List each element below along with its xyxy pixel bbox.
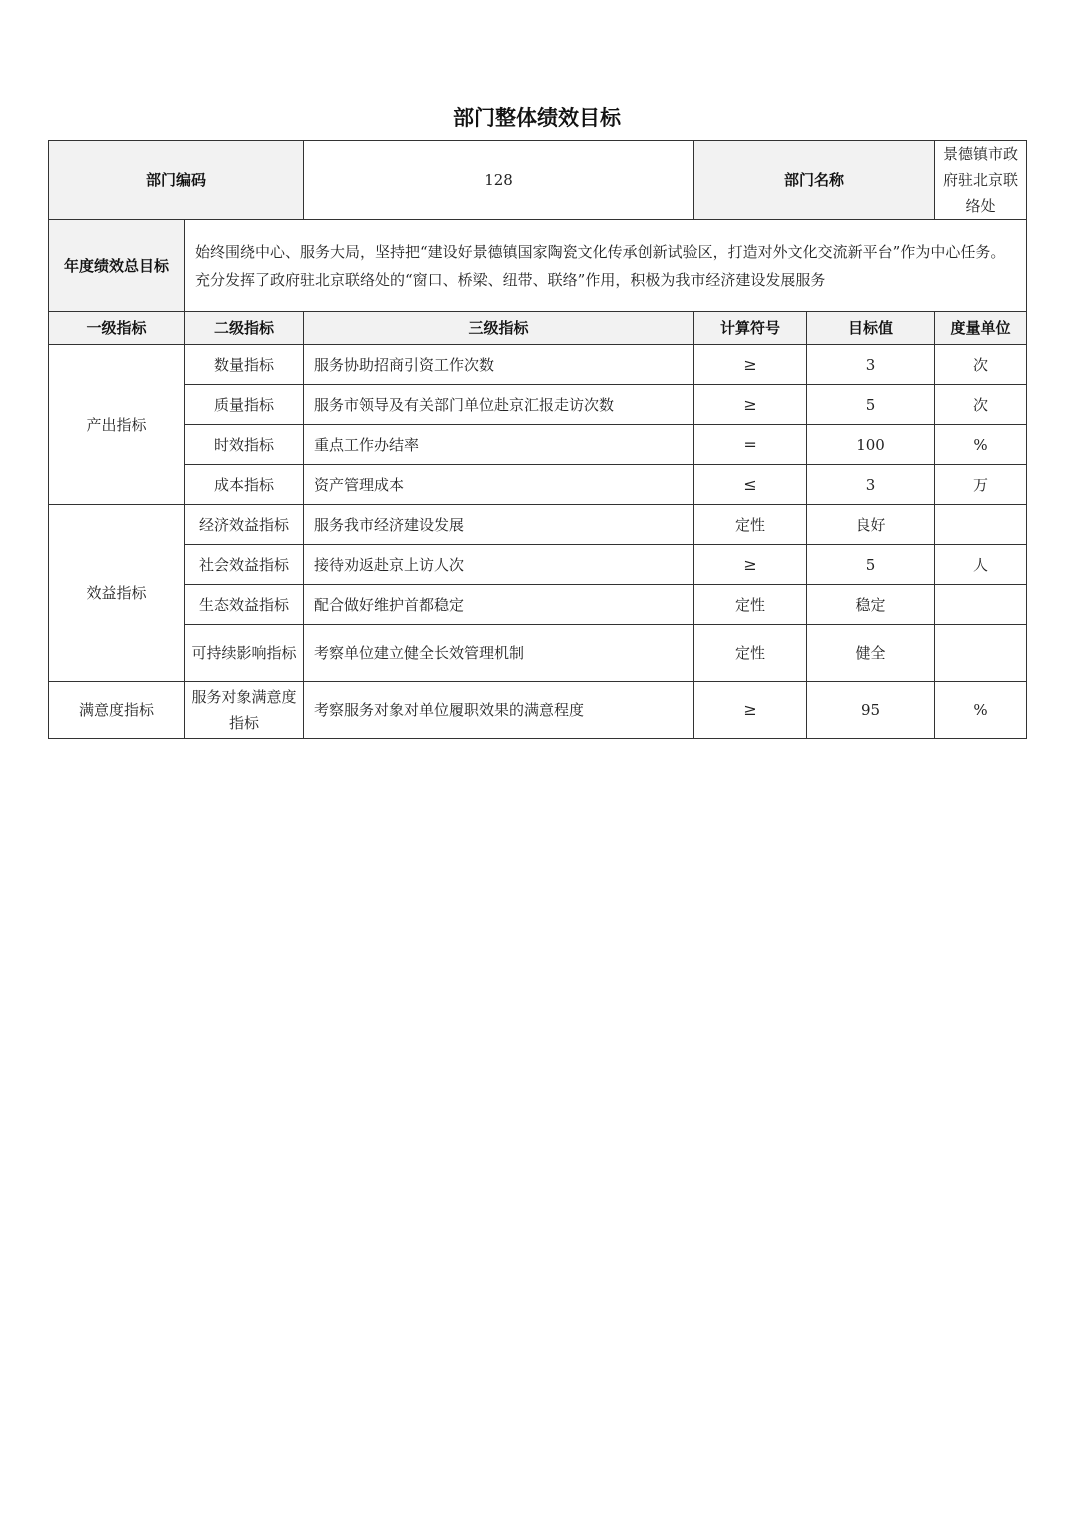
target-cell: 良好 [807,505,935,545]
header-level3: 三级指标 [304,312,694,345]
dept-name-value: 景德镇市政府驻北京联络处 [935,141,1027,220]
unit-cell: 万 [935,465,1027,505]
level3-cell: 服务市领导及有关部门单位赴京汇报走访次数 [304,385,694,425]
level2-cell: 经济效益指标 [185,505,304,545]
target-cell: 5 [807,385,935,425]
level2-cell: 时效指标 [185,425,304,465]
header-unit: 度量单位 [935,312,1027,345]
unit-cell [935,585,1027,625]
header-target: 目标值 [807,312,935,345]
target-cell: 3 [807,465,935,505]
symbol-cell: ≥ [694,545,807,585]
symbol-cell: ≥ [694,682,807,739]
symbol-cell: 定性 [694,625,807,682]
level1-cell: 产出指标 [49,345,185,505]
symbol-cell: 定性 [694,505,807,545]
symbol-cell: ≥ [694,385,807,425]
unit-cell: 人 [935,545,1027,585]
symbol-cell: 定性 [694,585,807,625]
level3-cell: 接待劝返赴京上访人次 [304,545,694,585]
symbol-cell: = [694,425,807,465]
level2-cell: 可持续影响指标 [185,625,304,682]
level2-cell: 社会效益指标 [185,545,304,585]
unit-cell: % [935,682,1027,739]
performance-table [48,140,1027,739]
level3-cell: 考察服务对象对单位履职效果的满意程度 [304,682,694,739]
page-title: 部门整体绩效目标 [453,106,621,130]
target-cell: 100 [807,425,935,465]
level2-cell: 成本指标 [185,465,304,505]
table-row [49,545,1027,585]
level3-cell: 配合做好维护首都稳定 [304,585,694,625]
symbol-cell: ≤ [694,465,807,505]
dept-code-value: 128 [304,141,694,220]
level2-cell: 数量指标 [185,345,304,385]
dept-code-label: 部门编码 [49,141,304,220]
target-cell: 健全 [807,625,935,682]
level3-cell: 考察单位建立健全长效管理机制 [304,625,694,682]
table-row [49,385,1027,425]
level2-cell: 质量指标 [185,385,304,425]
level3-cell: 资产管理成本 [304,465,694,505]
dept-name-label: 部门名称 [694,141,935,220]
unit-cell [935,505,1027,545]
goal-text: 始终围绕中心、服务大局，坚持把“建设好景德镇国家陶瓷文化传承创新试验区，打造对外文化交流新平台”作为中心任务。充分发挥了政府驻北京联络处的“窗口、桥梁、纽带、联络”作用，积极为我市经济建设发展服务 [185,220,1027,312]
target-cell: 3 [807,345,935,385]
header-row [49,312,1027,345]
goal-row [49,220,1027,312]
table-row [49,585,1027,625]
level2-cell: 服务对象满意度指标 [185,682,304,739]
target-cell: 95 [807,682,935,739]
level1-cell: 效益指标 [49,505,185,682]
level3-cell: 重点工作办结率 [304,425,694,465]
unit-cell: 次 [935,345,1027,385]
table-row [49,425,1027,465]
level2-cell: 生态效益指标 [185,585,304,625]
header-level1: 一级指标 [49,312,185,345]
table-row [49,682,1027,739]
table-row [49,465,1027,505]
level1-cell: 满意度指标 [49,682,185,739]
dept-row [49,141,1027,220]
table-row [49,345,1027,385]
header-level2: 二级指标 [185,312,304,345]
unit-cell: 次 [935,385,1027,425]
level3-cell: 服务我市经济建设发展 [304,505,694,545]
symbol-cell: ≥ [694,345,807,385]
goal-label: 年度绩效总目标 [49,220,185,312]
unit-cell [935,625,1027,682]
header-symbol: 计算符号 [694,312,807,345]
level3-cell: 服务协助招商引资工作次数 [304,345,694,385]
table-row [49,625,1027,682]
table-row [49,505,1027,545]
unit-cell: % [935,425,1027,465]
target-cell: 稳定 [807,585,935,625]
target-cell: 5 [807,545,935,585]
